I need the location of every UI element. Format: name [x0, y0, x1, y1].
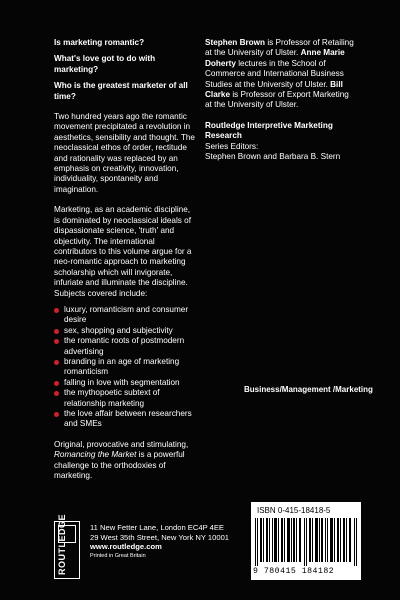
second-paragraph: Marketing, as an academic discipline, is dominated by neoclassical ideals of dispassionate science, 'truth' and objectivity. The international contributors to this volume argue for a neo-romantic approach to marketing scholarship which will invigorate, infuriate and illuminate the discipline. Subjects covered include: [54, 205, 192, 298]
question-1: Is marketing romantic? [54, 38, 145, 47]
series-title: Routledge Interpretive Marketing Research [205, 120, 333, 141]
list-item: the love affair between researchers and SMEs [54, 409, 196, 430]
list-item: the mythopoetic subtext of relationship marketing [54, 388, 196, 409]
intro-paragraph: Two hundred years ago the romantic movement precipitated a revolution in aesthetics, sensibility and thought. The neoclassical ethos of order, rectitude and rationality was replaced by an emphasis on creativity, innovation, individuality, spontaneity and imagination. [54, 112, 195, 194]
book-title: Romancing the Market [54, 450, 137, 460]
barcode-icon [255, 518, 357, 566]
author-bios: Stephen Brown is Professor of Retailing at the University of Ulster. Anne Marie Doherty lectures in the School of Commerce and International Business Studies at the University of Ulster. Bill Clarke is Professor of Export Marketing at the University of Ulster. [205, 38, 354, 110]
barcode-number: 9 780415 184182 [253, 567, 335, 576]
question-3: Who is the greatest marketer of all time? [54, 81, 188, 101]
list-item: the romantic roots of postmodern advertising [54, 336, 196, 357]
left-column [54, 38, 196, 481]
barcode-box [251, 502, 361, 580]
right-column [205, 38, 355, 162]
publisher-url: www.routledge.com [90, 542, 162, 552]
bullet-icon [54, 308, 59, 313]
list-item: branding in an age of marketing romanticism [54, 357, 196, 378]
bullet-icon [54, 360, 59, 365]
printed-in: Printed in Great Britain [90, 552, 146, 559]
list-item: sex, shopping and subjectivity [54, 326, 196, 336]
series-editors-label: Series Editors: [205, 141, 259, 151]
publisher-address-london: 11 New Fetter Lane, London EC4P 4EE [90, 523, 224, 532]
closing-paragraph: Original, provocative and stimulating, Romancing the Market is a powerful challenge to the orthodoxies of marketing. [54, 439, 189, 481]
routledge-logo [54, 513, 80, 579]
bullet-icon [54, 339, 59, 344]
isbn: ISBN 0-415-18418-5 [257, 506, 331, 515]
subject-category: Business/Management /Marketing [244, 385, 373, 394]
question-2: What's love got to do with marketing? [54, 54, 156, 74]
publisher-info [90, 523, 229, 561]
logo-text: ROUTLEDGE [57, 513, 67, 575]
subjects-list [54, 305, 196, 430]
bullet-icon [54, 329, 59, 334]
bullet-icon [54, 391, 59, 396]
bullet-icon [54, 381, 59, 386]
list-item: luxury, romanticism and consumer desire [54, 305, 196, 326]
series-editors: Stephen Brown and Barbara B. Stern [205, 152, 341, 162]
bullet-icon [54, 412, 59, 417]
list-item: falling in love with segmentation [54, 378, 196, 388]
publisher-address-newyork: 29 West 35th Street, New York NY 10001 [90, 532, 230, 542]
